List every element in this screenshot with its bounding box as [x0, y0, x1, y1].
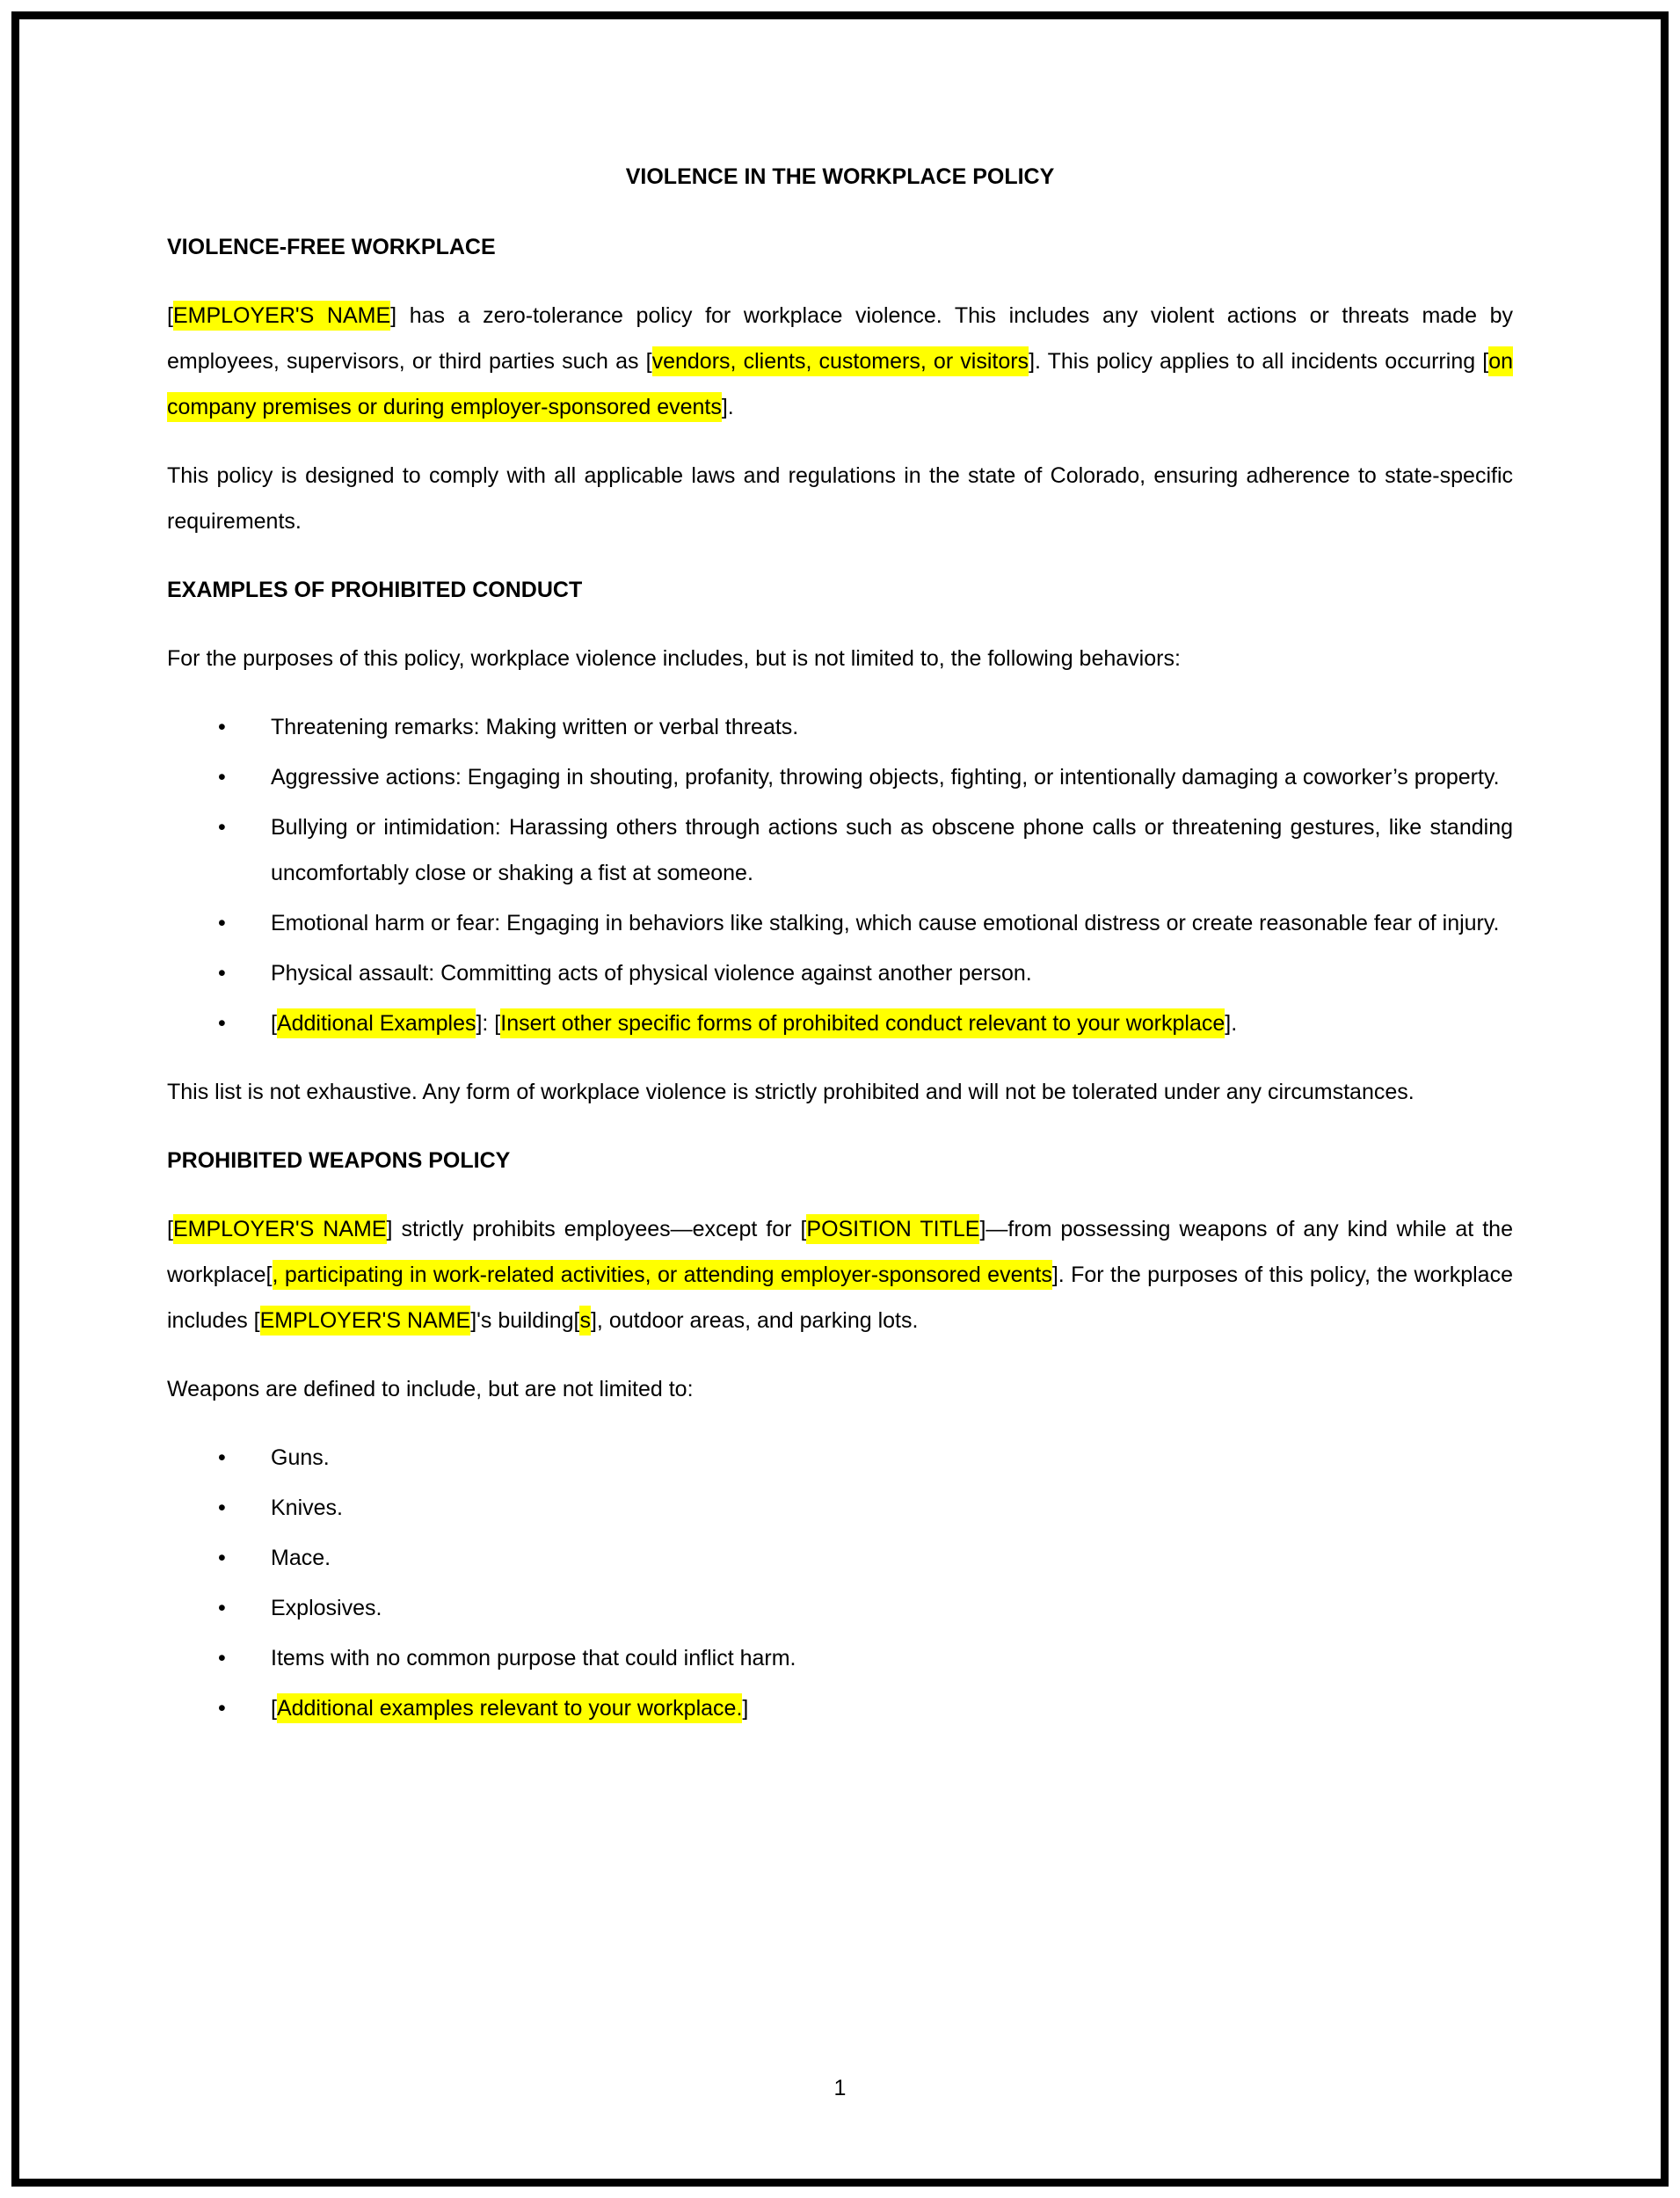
list-item: [271, 754, 1513, 800]
paragraph: [167, 293, 1513, 430]
text-run: Emotional harm or fear: Engaging in behaviors like stalking, which cause emotional distress or create reasonable fear of injury.: [271, 911, 1500, 935]
document-content: [167, 154, 1513, 1754]
section-heading: VIOLENCE-FREE WORKPLACE: [167, 235, 496, 259]
list-item: [271, 1535, 1513, 1581]
text-run: ]. For the purposes of this policy, the workplace includes [: [167, 1263, 1513, 1333]
paragraph: [167, 453, 1513, 544]
paragraph: [167, 1069, 1513, 1115]
text-run: ]: [742, 1696, 749, 1721]
page-number: 1: [833, 2076, 847, 2100]
list-item: [271, 704, 1513, 750]
text-run: ].: [1225, 1011, 1238, 1036]
paragraph: [167, 1206, 1513, 1343]
text-run: ] has a zero-tolerance policy for workplace violence. This includes any violent actions or threats made by employees, supervisors, or third parties such as [: [167, 303, 1513, 374]
document-body: [167, 224, 1513, 1731]
text-run: [: [271, 1696, 277, 1721]
text-run: This list is not exhaustive. Any form of workplace violence is strictly prohibited and will not be tolerated under any circumstances.: [167, 1080, 1415, 1104]
text-run: ] strictly prohibits employees—except for [: [386, 1217, 807, 1241]
list-item: [271, 900, 1513, 946]
highlighted-placeholder: , participating in work-related activities, or attending employer-sponsored events: [273, 1260, 1052, 1290]
text-run: ]'s building[: [470, 1308, 580, 1333]
text-run: Physical assault: Committing acts of physical violence against another person.: [271, 961, 1032, 986]
text-run: For the purposes of this policy, workplace violence includes, but is not limited to, the following behaviors:: [167, 646, 1181, 671]
list-item: [271, 1635, 1513, 1681]
text-run: [: [271, 1011, 277, 1036]
highlighted-placeholder: EMPLOYER'S NAME: [173, 1214, 387, 1244]
highlighted-placeholder: EMPLOYER'S NAME: [260, 1306, 471, 1336]
text-run: Guns.: [271, 1445, 330, 1470]
highlighted-placeholder: on company premises or during employer-sponsored events: [167, 346, 1513, 422]
text-run: This policy is designed to comply with all applicable laws and regulations in the state of Colorado, ensuring adherence to state-specific requirements.: [167, 463, 1513, 534]
paragraph: [167, 636, 1513, 681]
text-run: Items with no common purpose that could inflict harm.: [271, 1646, 796, 1670]
list-item: [271, 1685, 1513, 1731]
text-run: ]—from possessing weapons of any kind while at the workplace[: [167, 1217, 1513, 1287]
text-run: Mace.: [271, 1546, 331, 1570]
bullet-list: [167, 1435, 1513, 1731]
text-run: Aggressive actions: Engaging in shouting, profanity, throwing objects, fighting, or intentionally damaging a coworker’s property.: [271, 765, 1500, 790]
text-run: ]. This policy applies to all incidents occurring [: [1029, 349, 1489, 374]
highlighted-placeholder: s: [579, 1306, 591, 1336]
highlighted-placeholder: EMPLOYER'S NAME: [173, 301, 390, 331]
list-item: [271, 1435, 1513, 1481]
document-title: VIOLENCE IN THE WORKPLACE POLICY: [625, 164, 1055, 189]
highlighted-placeholder: Additional Examples: [277, 1008, 476, 1038]
highlighted-placeholder: POSITION TITLE: [806, 1214, 979, 1244]
highlighted-placeholder: vendors, clients, customers, or visitors: [652, 346, 1029, 376]
text-run: Weapons are defined to include, but are not limited to:: [167, 1377, 694, 1401]
list-item: [271, 1001, 1513, 1046]
list-item: [271, 950, 1513, 996]
list-item: [271, 1485, 1513, 1531]
list-item: [271, 804, 1513, 896]
text-run: [: [167, 303, 173, 328]
text-run: ]: [: [476, 1011, 501, 1036]
text-run: Knives.: [271, 1496, 343, 1520]
text-run: Threatening remarks: Making written or verbal threats.: [271, 715, 799, 739]
bullet-list: [167, 704, 1513, 1046]
highlighted-placeholder: Additional examples relevant to your workplace.: [277, 1693, 742, 1723]
list-item: [271, 1585, 1513, 1631]
text-run: ], outdoor areas, and parking lots.: [590, 1308, 919, 1333]
section-heading: PROHIBITED WEAPONS POLICY: [167, 1148, 511, 1173]
text-run: ].: [721, 395, 734, 419]
text-run: Explosives.: [271, 1596, 382, 1620]
section-heading: EXAMPLES OF PROHIBITED CONDUCT: [167, 578, 583, 602]
paragraph: [167, 1366, 1513, 1412]
text-run: [: [167, 1217, 173, 1241]
text-run: Bullying or intimidation: Harassing others through actions such as obscene phone calls or threatening gestures, like standing uncomfortably close or shaking a fist at someone.: [271, 815, 1513, 885]
highlighted-placeholder: Insert other specific forms of prohibited conduct relevant to your workplace: [500, 1008, 1225, 1038]
